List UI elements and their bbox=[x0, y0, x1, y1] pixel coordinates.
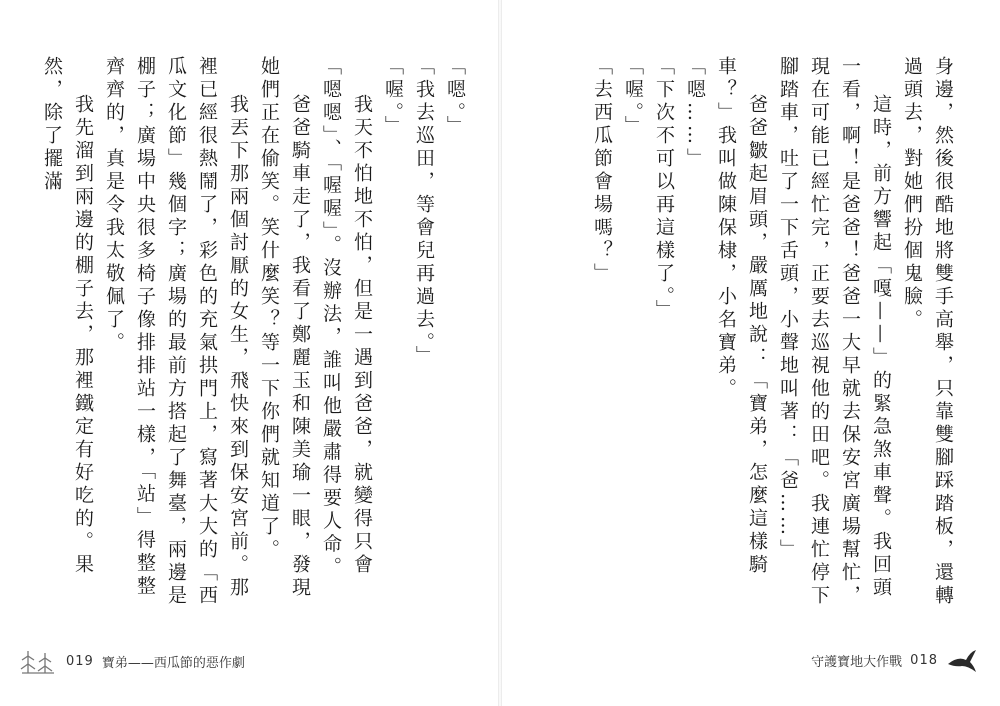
left-page bbox=[0, 0, 498, 706]
plant-ornament-icon bbox=[18, 646, 58, 676]
paragraph: 「嗯。」 bbox=[444, 56, 466, 139]
paragraph: 「去西瓜節會場嗎？」 bbox=[591, 56, 613, 286]
paragraph: 我丟下那兩個討厭的女生，飛快來到保安宮前。那裡已經很熱鬧了，彩色的充氣拱門上，寫著大大的「西瓜文化節」幾個字；廣場的最前方搭起了舞臺，兩邊是棚子；廣場中央很多椅子像排排站一樣，「站」得整整齊齊的，真是令我太敬佩了。 bbox=[103, 56, 249, 608]
paragraph: 我天不怕地不怕，但是一遇到爸爸，就變得只會「嗯嗯」、「喔喔」。沒辦法，誰叫他嚴肅得要人命。 bbox=[320, 56, 373, 580]
paragraph: 爸爸騎車走了，我看了鄭麗玉和陳美瑜一眼，發現她們正在偷笑。笑什麼笑？等一下你們就知道了。 bbox=[258, 56, 311, 600]
paragraph: 「喔。」 bbox=[382, 56, 404, 139]
chapter-title: 寶弟——西瓜節的惡作劇 bbox=[101, 655, 245, 671]
paragraph: 爸爸皺起眉頭，嚴厲地說：「寶弟，怎麼這樣騎車？」我叫做陳保棣，小名寶弟。 bbox=[715, 56, 768, 577]
paragraph: 這時，前方響起「嘎——」的緊急煞車聲。我回頭一看，啊！是爸爸！爸爸一大早就去保安宮廣場幫忙，現在可能已經忙完，正要去巡視他的田吧。我連忙停下腳踏車，吐了一下舌頭，小聲地叫著：「爸……」 bbox=[777, 56, 892, 608]
book-title: 守護寶地大作戰 bbox=[811, 654, 903, 670]
right-page-text bbox=[538, 56, 958, 616]
paragraph: 「我去巡田，等會兒再過去。」 bbox=[413, 56, 435, 369]
bird-icon bbox=[946, 646, 978, 674]
paragraph: 身邊，然後很酷地將雙手高舉，只靠雙腳踩踏板，還轉過頭去，對她們扮個鬼臉。 bbox=[901, 56, 954, 608]
page-number: 019 bbox=[66, 653, 94, 669]
right-page-footer bbox=[811, 646, 978, 674]
right-page bbox=[502, 0, 1000, 706]
left-page-footer bbox=[18, 646, 245, 676]
paragraph: 「喔。」 bbox=[622, 56, 644, 139]
page-number: 018 bbox=[910, 652, 938, 668]
left-page-text bbox=[41, 56, 470, 616]
paragraph: 我先溜到兩邊的棚子去，那裡鐵定有好吃的。果然，除了擺滿 bbox=[41, 56, 94, 577]
paragraph: 「嗯……」 bbox=[684, 56, 706, 171]
paragraph: 「下次不可以再這樣了。」 bbox=[653, 56, 675, 323]
